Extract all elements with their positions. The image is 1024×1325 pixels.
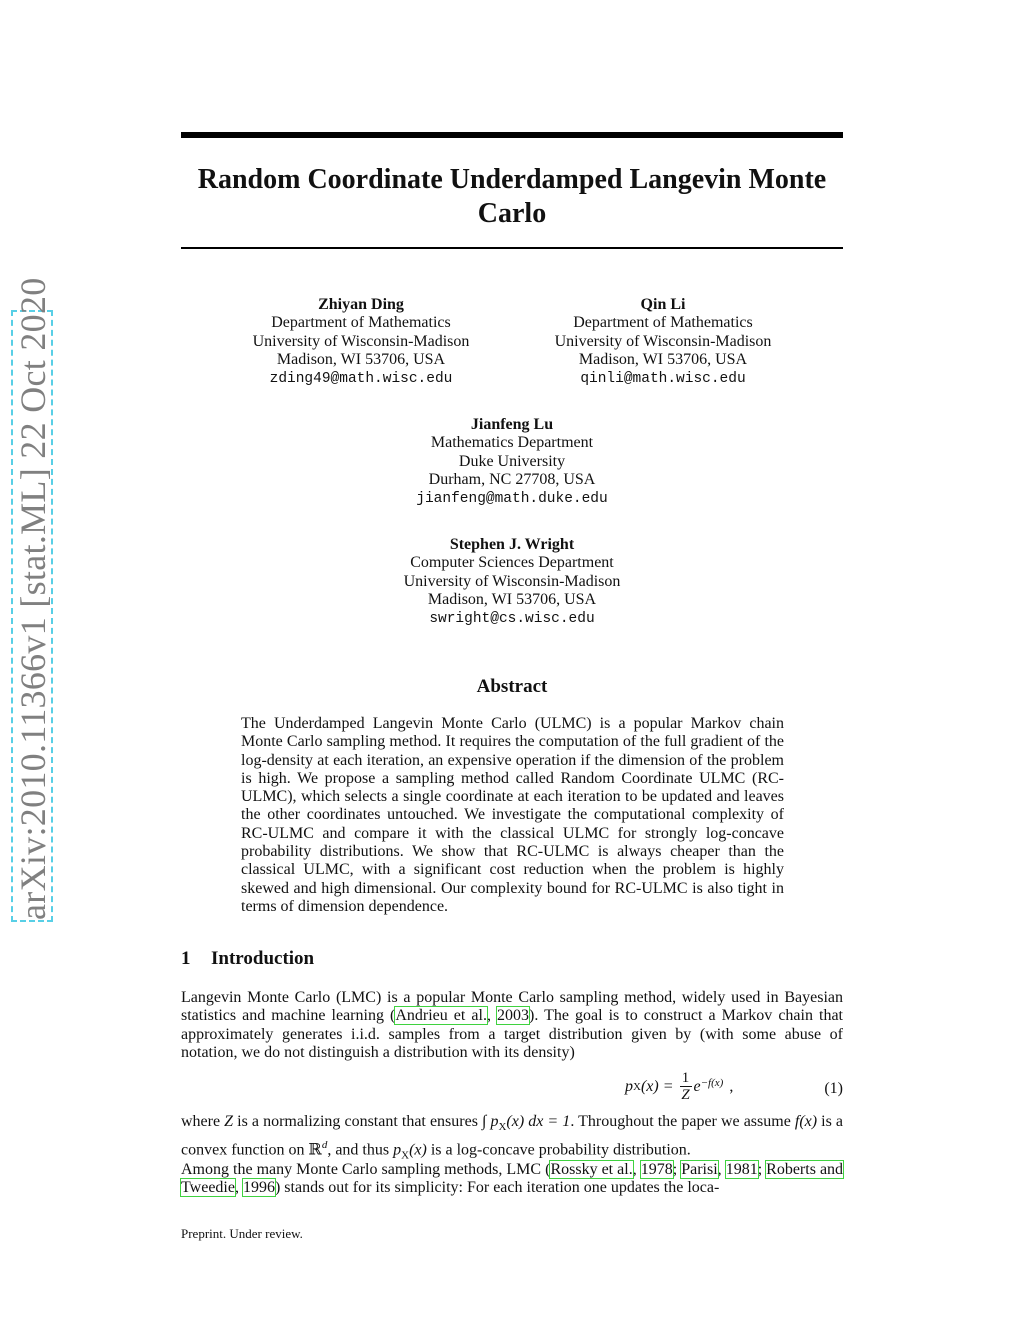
citation-year-link-1996[interactable]: 1996 [242,1179,275,1197]
author-address: Madison, WI 53706, USA [276,351,446,369]
text-run: ; [757,1161,767,1178]
section-number: 1 [181,948,191,969]
eq-fraction [680,1070,692,1104]
title-top-rule [181,132,843,138]
text-run: ; [672,1161,682,1178]
text-run: , [234,1179,243,1197]
title-line-1: Random Coordinate Underdamped Langevin Monte [197,164,827,195]
eq-lhs-subscript: X [633,1081,641,1093]
abstract-heading: Abstract [476,676,548,697]
citation-year-link-2003[interactable]: 2003 [496,1007,529,1025]
eq-exp-base: e [693,1078,701,1095]
text-run: ) stands out for its simplicity: For each iteration one updates the loca- [274,1179,720,1197]
author-email[interactable]: swright@cs.wisc.edu [429,610,595,627]
author-institution: University of Wisconsin-Madison [554,332,772,350]
text-run: , and thus [327,1141,394,1159]
author-department: Computer Sciences Department [410,554,614,572]
section-title: Introduction [211,948,315,969]
citation-link-parisi[interactable]: Parisi [681,1161,718,1178]
title-line-2: Carlo [477,198,547,229]
eq-lhs-arg: (x) = [640,1078,674,1095]
math-subscript: X [498,1121,507,1134]
eq-trailing-comma: , [729,1078,734,1095]
text-run: , [486,1007,497,1025]
math-var: Z [224,1113,234,1130]
citation-link-rossky[interactable]: Rossky et al. [550,1161,633,1178]
section-heading-introduction [181,948,314,970]
equation-1 [181,1064,843,1110]
author-block-zhiyan-ding [241,296,481,388]
text-run: where [181,1113,225,1130]
author-email[interactable]: zding49@math.wisc.edu [269,370,453,387]
title-bottom-rule [181,247,843,249]
math-expr: (x) dx = 1 [506,1113,571,1130]
author-name: Jianfeng Lu [470,416,554,433]
author-name: Stephen J. Wright [449,536,575,553]
abstract-text: The Underdamped Langevin Monte Carlo (ULMC) is a popular Markov chain Monte Carlo sampling method. It requires the computation of the full gradient of the log-density at each iteration, an expensive operation if the dimension of the problem is high. We propose a sampling method called Random Coordinate ULMC (RC-ULMC), which selects a single coordinate at each iteration to be updated and leaves the other coordinates untouched. We investigate the computational complexity of RC-ULMC and compare it with the classical ULMC for strongly log-concave probability distributions. We show that RC-ULMC is always cheaper than the classical ULMC, with a significant cost reduction when the problem is highly skewed and high dimensional. Our complexity bound for RC-ULMC is also tight in terms of dimension dependence. [241,715,784,915]
author-institution: University of Wisconsin-Madison [252,332,470,350]
text-run: ). The goal is to construct a Markov chain that approximately generates i.i.d. samples from a target distribution given by (with some abuse of notation, we do not distinguish a distribution with its density) [181,1007,843,1061]
intro-paragraph-1 [181,989,843,1062]
eq-lhs: p [625,1078,633,1095]
math-expr: f(x) [794,1113,818,1130]
author-email[interactable]: qinli@math.wisc.edu [580,370,746,387]
math-superscript: d [321,1139,328,1152]
arxiv-identifier-stamp[interactable]: arXiv:2010.11366v1 [stat.ML] 22 Oct 2020 [13,277,53,920]
author-name: Zhiyan Ding [318,296,404,313]
author-email[interactable]: jianfeng@math.duke.edu [416,490,608,507]
author-name: Qin Li [640,296,686,313]
author-department: Mathematics Department [430,434,594,452]
text-run: . Throughout the paper we assume [570,1113,795,1130]
text-run: Langevin Monte Carlo (LMC) is a popular Monte Carlo sampling method, widely used in Bayesian statistics and machine learning ( [181,989,843,1025]
equation-body [625,1070,733,1104]
intro-paragraph-2 [181,1113,843,1165]
author-block-qin-li [543,296,783,388]
text-run: is a normalizing constant that ensures ∫ [233,1113,491,1130]
math-expr: (x) [409,1141,427,1159]
eq-fraction-denominator: Z [681,1087,690,1103]
math-subscript: X [401,1150,410,1162]
math-var: p [393,1141,402,1159]
author-institution: University of Wisconsin-Madison [403,572,621,590]
author-department: Department of Mathematics [573,314,753,332]
paper-title [181,163,843,231]
eq-fraction-numerator: 1 [681,1070,690,1086]
author-address: Durham, NC 27708, USA [428,471,596,489]
equation-number: (1) [824,1080,843,1097]
text-run: is a log-concave probability distribution. [426,1141,691,1159]
text-run: Among the many Monte Carlo sampling methods, LMC ( [181,1161,551,1178]
author-institution: Duke University [458,452,566,470]
citation-year-link-1978[interactable]: 1978 [640,1161,673,1178]
intro-paragraph-3 [181,1161,843,1198]
page-footer: Preprint. Under review. [181,1226,303,1241]
eq-exponent: −f(x) [700,1077,724,1089]
citation-link-roberts-tweedie[interactable]: Roberts and Tweedie [181,1161,844,1197]
author-address: Madison, WI 53706, USA [578,351,748,369]
citation-year-link-1981[interactable]: 1981 [725,1161,758,1178]
author-block-jianfeng-lu [362,416,662,508]
author-block-stephen-wright [362,536,662,628]
text-run: , [717,1161,726,1178]
author-department: Department of Mathematics [271,314,451,332]
author-address: Madison, WI 53706, USA [427,591,597,609]
math-var: p [490,1113,499,1130]
text-run: is a convex function on ℝ [181,1113,844,1159]
citation-link-andrieu[interactable]: Andrieu et al. [395,1007,487,1025]
text-run: , [632,1161,641,1178]
